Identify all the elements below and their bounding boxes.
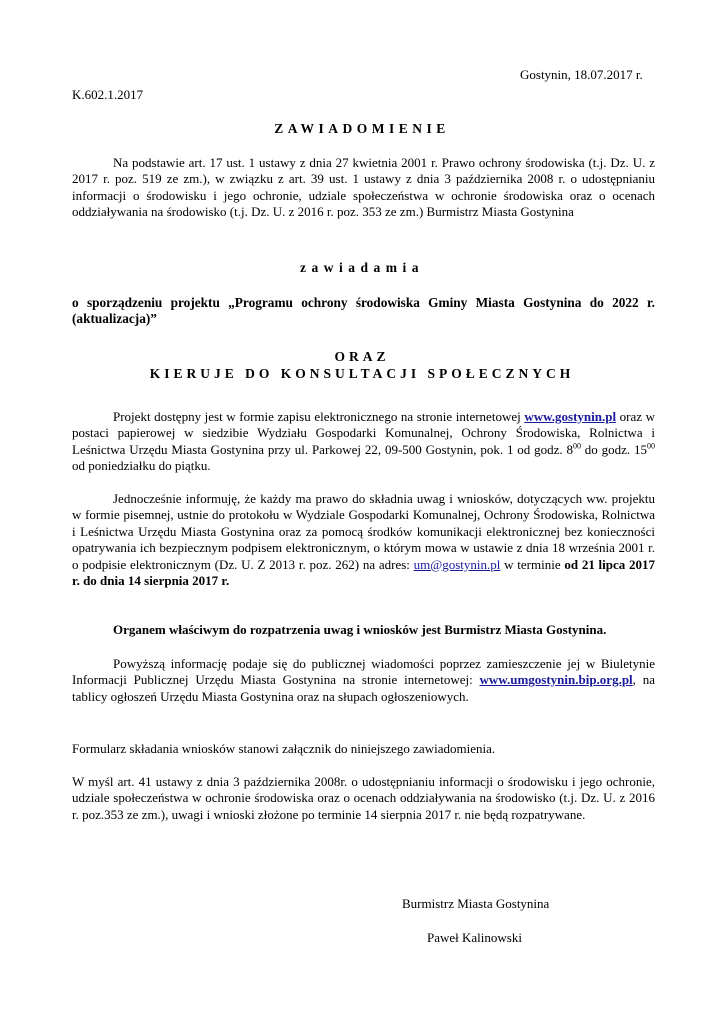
reference-number: K.602.1.2017 — [72, 87, 144, 102]
legal-note-paragraph: W myśl art. 41 ustawy z dnia 3 października 2008r. o udostępnianiu informacji o środowisku i jego ochronie, udziale społeczeństwa w ochronie środowiska oraz o ocenach oddziaływania na środowisko (t.j. Dz. U. z 2016 r. poz.353 ze zm.), uwagi i wnioski złożone po terminie 14 sierpnia 2017 r. nie będą rozpatrywane. — [72, 774, 655, 822]
signature-name: Paweł Kalinowski — [427, 930, 522, 945]
intro-paragraph: Na podstawie art. 17 ust. 1 ustawy z dnia 27 kwietnia 2001 r. Prawo ochrony środowiska (t.j. Dz. U. z 2017 r. poz. 519 ze zm.), w związku z art. 39 ust. 1 ustawy z dnia 3 października 2008 r. o udostępnianiu informacji o środowisku i jego ochronie, udziale społeczeństwa w ochronie środowiska oraz o ocenach oddziaływania na środowisko (t.j. Dz. U. z 2016 r. poz. 353 ze zm.) Burmistrz Miasta Gostynina — [72, 155, 655, 220]
publication-text-a: Powyższą informację podaje się do publicznej wiadomości poprzez zamieszczenie jej w Biuletynie Informacji Publicznej Urzędu Miasta Gostynina na stronie internetowej: — [72, 656, 655, 688]
availability-text-d: od poniedziałku do piątku. — [72, 458, 211, 474]
document-title: ZAWIADOMIENIE — [274, 121, 450, 136]
opening-hour-sup: 00 — [572, 441, 581, 451]
zawiadamia-heading: zawiadamia — [300, 260, 424, 275]
closing-hour-sup: 00 — [646, 441, 655, 451]
availability-text-b: oraz w postaci papierowej w siedzibie Wydziału Gospodarki Komunalnej, Ochrony Środowiska, Rolnictwa i Leśnictwa Urzędu Miasta Gostynina przy ul. Parkowej 22, 09-500 Gostynin, pok. 1 od godz. 8 — [72, 409, 655, 457]
submission-text-b: w terminie — [504, 556, 561, 572]
gostynin-website-link[interactable]: www.gostynin.pl — [524, 409, 617, 424]
submission-text-a: Jednocześnie informuję, że każdy ma prawo do składnia uwag i wniosków, dotyczących ww. projektu w formie pisemnej, ustnie do protokołu w Wydziale Gospodarki Komunalnej, Ochrony Środowiska, Rolnictwa i Leśnictwa Urzędu Miasta Gostynina oraz za pomocą środków komunikacji elektronicznej bez konieczności opatrywania ich bezpiecznym podpisem elektronicznym, o którym mowa w ustawie z dnia 18 września 2001 r. o podpisie elektronicznym (Dz. U. Z 2013 r. poz. 262) na adres: — [72, 491, 655, 572]
place-date: Gostynin, 18.07.2017 r. — [520, 67, 643, 82]
availability-text-a: Projekt dostępny jest w formie zapisu elektronicznego na stronie internetowej — [113, 409, 521, 424]
publication-text-b: , na tablicy ogłoszeń Urzędu Miasta Gostynina oraz na słupach ogłoszeniowych. — [72, 672, 655, 704]
bip-website-link[interactable]: www.umgostynin.bip.org.pl — [479, 672, 633, 688]
consultation-heading: KIERUJE DO KONSULTACJI SPOŁECZNYCH — [149, 366, 575, 381]
email-link[interactable]: um@gostynin.pl — [413, 556, 501, 572]
submission-deadline: od 21 lipca 2017 r. do dnia 14 sierpnia 2017 r. — [72, 556, 656, 589]
subject-paragraph: o sporządzeniu projektu „Programu ochrony środowiska Gminy Miasta Gostynina do 2022 r. (aktualizacja)” — [72, 295, 655, 327]
submission-paragraph — [72, 491, 655, 589]
form-attachment-note: Formularz składania wniosków stanowi załącznik do niniejszego zawiadomienia. — [72, 741, 496, 756]
oraz-heading: ORAZ — [334, 349, 390, 364]
publication-paragraph — [72, 656, 655, 705]
signature-role: Burmistrz Miasta Gostynina — [402, 896, 550, 911]
authority-paragraph: Organem właściwym do rozpatrzenia uwag i wniosków jest Burmistrz Miasta Gostynina. — [113, 622, 607, 637]
availability-text-c: do godz. 15 — [580, 441, 647, 457]
availability-paragraph — [72, 409, 655, 475]
